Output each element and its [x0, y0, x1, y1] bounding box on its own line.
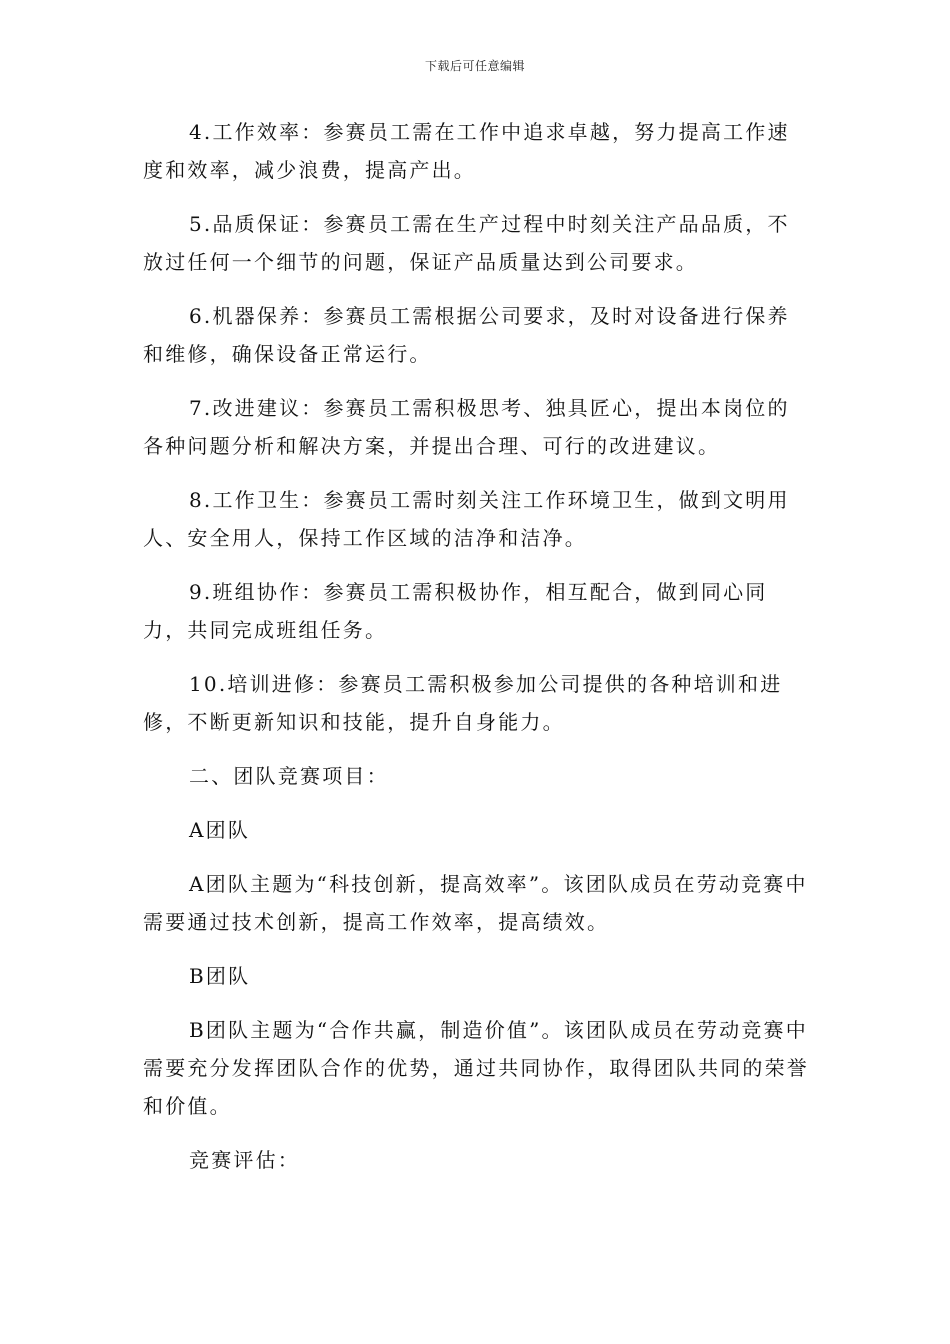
subheading-team-b: B团队 [189, 964, 251, 988]
document-body [143, 113, 811, 1195]
section-heading-evaluation: 竞赛评估： [189, 1148, 300, 1172]
paragraph-team-collaboration: 9.班组协作：参赛员工需积极协作，相互配合，做到同心同力，共同完成班组任务。 [143, 580, 768, 642]
paragraph-work-hygiene: 8.工作卫生：参赛员工需时刻关注工作环境卫生，做到文明用人、安全用人，保持工作区域的洁净和洁净。 [143, 488, 790, 550]
paragraph-training: 10.培训进修：参赛员工需积极参加公司提供的各种培训和进修，不断更新知识和技能，提升自身能力。 [143, 672, 783, 734]
paragraph-team-a-theme: A团队主题为“科技创新，提高效率”。该团队成员在劳动竞赛中需要通过技术创新，提高工作效率，提高绩效。 [143, 872, 808, 934]
page-header: 下载后可任意编辑 [424, 59, 525, 73]
paragraph-quality-assurance: 5.品质保证：参赛员工需在生产过程中时刻关注产品品质，不放过任何一个细节的问题，保证产品质量达到公司要求。 [143, 212, 790, 274]
section-heading-team-competition: 二、团队竞赛项目： [189, 764, 389, 788]
subheading-team-a: A团队 [189, 818, 251, 842]
paragraph-improvement-suggestions: 7.改进建议：参赛员工需积极思考、独具匠心，提出本岗位的各种问题分析和解决方案，并提出合理、可行的改进建议。 [143, 396, 790, 458]
paragraph-work-efficiency: 4.工作效率：参赛员工需在工作中追求卓越，努力提高工作速度和效率，减少浪费，提高产出。 [143, 120, 790, 182]
paragraph-machine-maintenance: 6.机器保养：参赛员工需根据公司要求，及时对设备进行保养和维修，确保设备正常运行。 [143, 304, 790, 366]
paragraph-team-b-theme: B团队主题为“合作共赢，制造价值”。该团队成员在劳动竞赛中需要充分发挥团队合作的优势，通过共同协作，取得团队共同的荣誉和价值。 [143, 1018, 809, 1118]
